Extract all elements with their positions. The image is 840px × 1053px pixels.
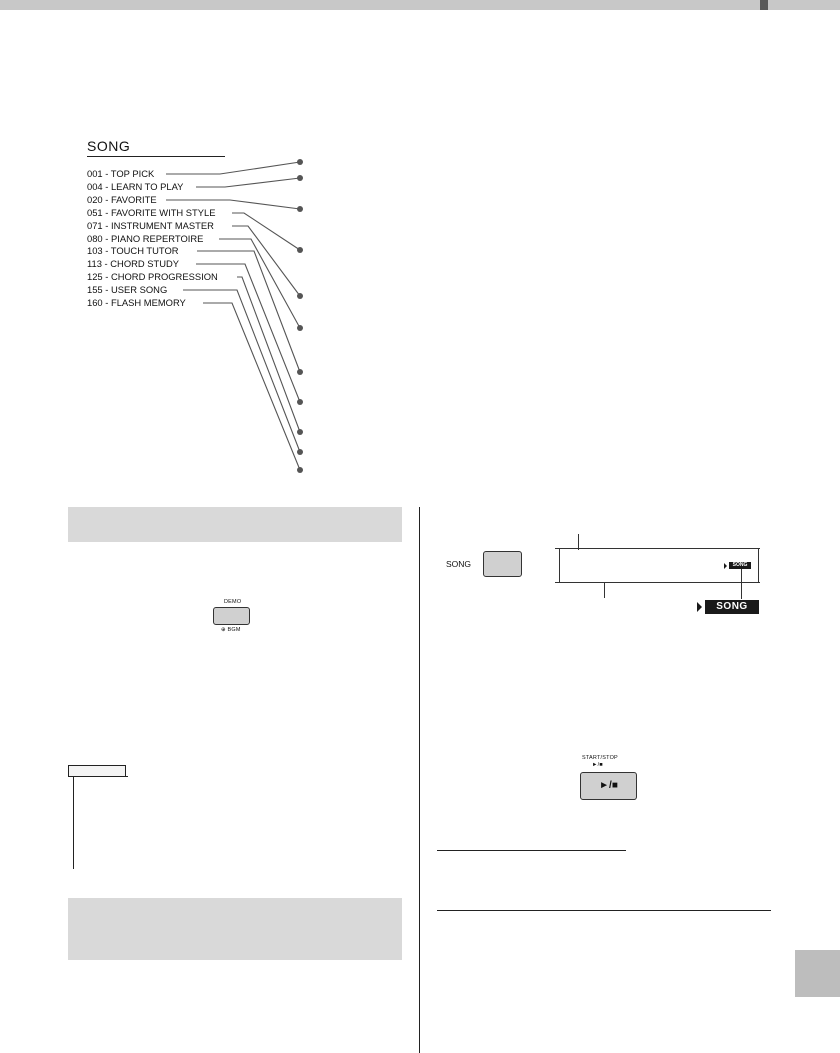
note-left-rule (73, 776, 74, 869)
display-left-edge (559, 549, 560, 582)
leader-dot-chord-study (297, 399, 303, 405)
category-touch-tutor: 103 - TOUCH TUTOR (87, 245, 179, 256)
leader-dot-flash-memory (297, 467, 303, 473)
display-right-edge (758, 549, 759, 582)
display-song-indicator-small: SONG (729, 562, 751, 569)
category-user-song: 155 - USER SONG (87, 284, 168, 295)
category-chord-progression: 125 - CHORD PROGRESSION (87, 271, 218, 282)
display-top-edge (555, 548, 760, 549)
category-instrument-master: 071 - INSTRUMENT MASTER (87, 220, 214, 231)
leader-dot-top-pick (297, 159, 303, 165)
section-heading-bar-1 (68, 507, 402, 542)
leader-line-top-pick (166, 162, 300, 174)
start-stop-label: START/STOP (582, 755, 618, 761)
leader-line-piano-repertoire (219, 239, 300, 328)
leader-dot-learn-to-play (297, 175, 303, 181)
leader-dot-touch-tutor (297, 369, 303, 375)
leader-dot-favorite-with-style (297, 247, 303, 253)
leader-line-favorite (166, 200, 300, 209)
display-bottom-edge (555, 582, 760, 583)
category-leader-lines (0, 0, 840, 480)
leader-line-touch-tutor (197, 251, 300, 372)
indicator-arrow-small-icon (724, 563, 727, 569)
leader-dot-favorite (297, 206, 303, 212)
leader-line-learn-to-play (196, 178, 300, 187)
leader-dot-instrument-master (297, 293, 303, 299)
note-tab (68, 765, 126, 776)
song-diagram-title: SONG (87, 138, 131, 154)
demo-label: DEMO (224, 599, 242, 605)
start-stop-symbol-label: ►/■ (592, 762, 603, 768)
category-favorite-with-style: 051 - FAVORITE WITH STYLE (87, 207, 216, 218)
category-flash-memory: 160 - FLASH MEMORY (87, 297, 186, 308)
category-piano-repertoire: 080 - PIANO REPERTOIRE (87, 233, 204, 244)
start-stop-button[interactable]: ►/■ (580, 772, 637, 800)
category-learn-to-play: 004 - LEARN TO PLAY (87, 181, 184, 192)
section-rule (437, 910, 771, 911)
category-chord-study: 113 - CHORD STUDY (87, 258, 180, 269)
section-heading-bar-2 (68, 898, 402, 960)
leader-dot-user-song (297, 449, 303, 455)
leader-dot-chord-progression (297, 429, 303, 435)
display-callout-bottom (604, 582, 605, 598)
leader-dot-piano-repertoire (297, 325, 303, 331)
display-callout-top (578, 534, 579, 550)
leader-line-chord-progression (237, 277, 300, 432)
leader-line-instrument-master (232, 226, 300, 296)
category-favorite: 020 - FAVORITE (87, 194, 157, 205)
leader-line-favorite-with-style (232, 213, 300, 250)
display-callout-indicator (741, 569, 742, 599)
column-divider (419, 507, 420, 1053)
category-top-pick: 001 - TOP PICK (87, 168, 155, 179)
page-side-tab (795, 950, 840, 997)
note-tab-rule (68, 776, 128, 777)
display-song-indicator: SONG (705, 600, 759, 614)
subheading-rule (437, 850, 626, 851)
song-button-label: SONG (446, 559, 472, 569)
leader-line-chord-study (196, 264, 300, 402)
demo-button[interactable] (213, 607, 250, 625)
indicator-arrow-icon (697, 602, 702, 612)
bgm-label: ⊕ BGM (221, 627, 241, 633)
song-button[interactable] (483, 551, 522, 577)
